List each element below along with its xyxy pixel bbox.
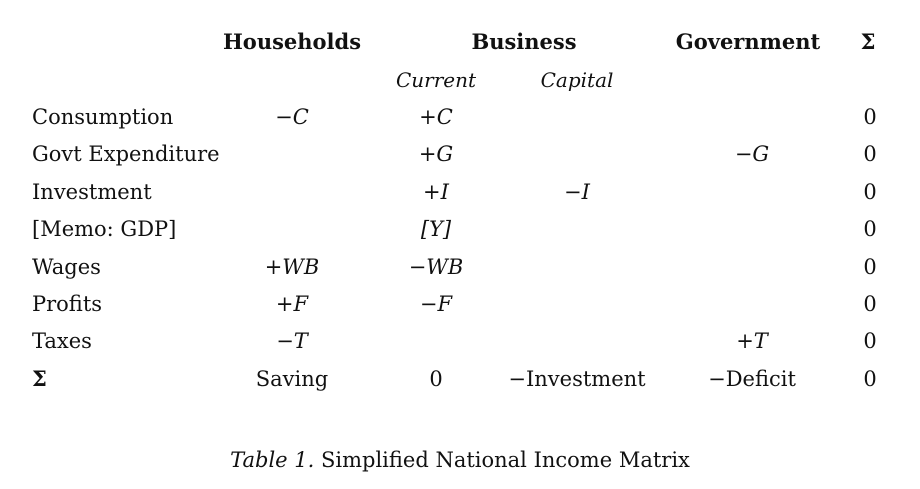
cell-sum: 0 [863, 105, 877, 129]
caption-text: Simplified National Income Matrix [321, 448, 690, 472]
cell-capital: −I [564, 180, 590, 204]
cell-government: +T [736, 329, 768, 353]
header-sum: Σ [860, 29, 876, 54]
row-label: Σ [32, 366, 47, 391]
cell-sum: 0 [863, 367, 877, 391]
cell-sum: 0 [863, 255, 877, 279]
header-government: Government [675, 29, 821, 54]
subheader-current: Current [395, 68, 477, 92]
cell-sum: 0 [863, 292, 877, 316]
row-label: Taxes [32, 329, 92, 353]
cell-current: [Y] [420, 217, 452, 241]
cell-current: −F [419, 292, 453, 316]
row-label: [Memo: GDP] [32, 217, 177, 241]
table-caption [0, 448, 920, 472]
subheader-capital: Capital [540, 68, 614, 92]
cell-sum: 0 [863, 329, 877, 353]
row-label: Wages [32, 255, 101, 279]
cell-government: −Deficit [708, 367, 796, 391]
caption-label: Table 1. [230, 448, 315, 472]
row-label: Profits [32, 292, 103, 316]
cell-households: −T [276, 329, 308, 353]
row-label: Consumption [32, 105, 174, 129]
cell-current: +I [423, 180, 449, 204]
cell-sum: 0 [863, 217, 877, 241]
row-label: Govt Expenditure [32, 142, 220, 166]
cell-current: −WB [408, 255, 464, 279]
cell-government: −G [734, 142, 770, 166]
cell-current: 0 [429, 367, 443, 391]
cell-households: Saving [255, 367, 329, 391]
cell-current: +G [418, 142, 454, 166]
header-business: Business [471, 29, 577, 54]
cell-households: −C [275, 105, 309, 129]
cell-capital: −Investment [508, 367, 646, 391]
row-label: Investment [32, 180, 152, 204]
cell-sum: 0 [863, 180, 877, 204]
cell-households: +WB [264, 255, 320, 279]
cell-sum: 0 [863, 142, 877, 166]
cell-households: +F [275, 292, 309, 316]
cell-current: +C [419, 105, 453, 129]
header-households: Households [222, 29, 362, 54]
